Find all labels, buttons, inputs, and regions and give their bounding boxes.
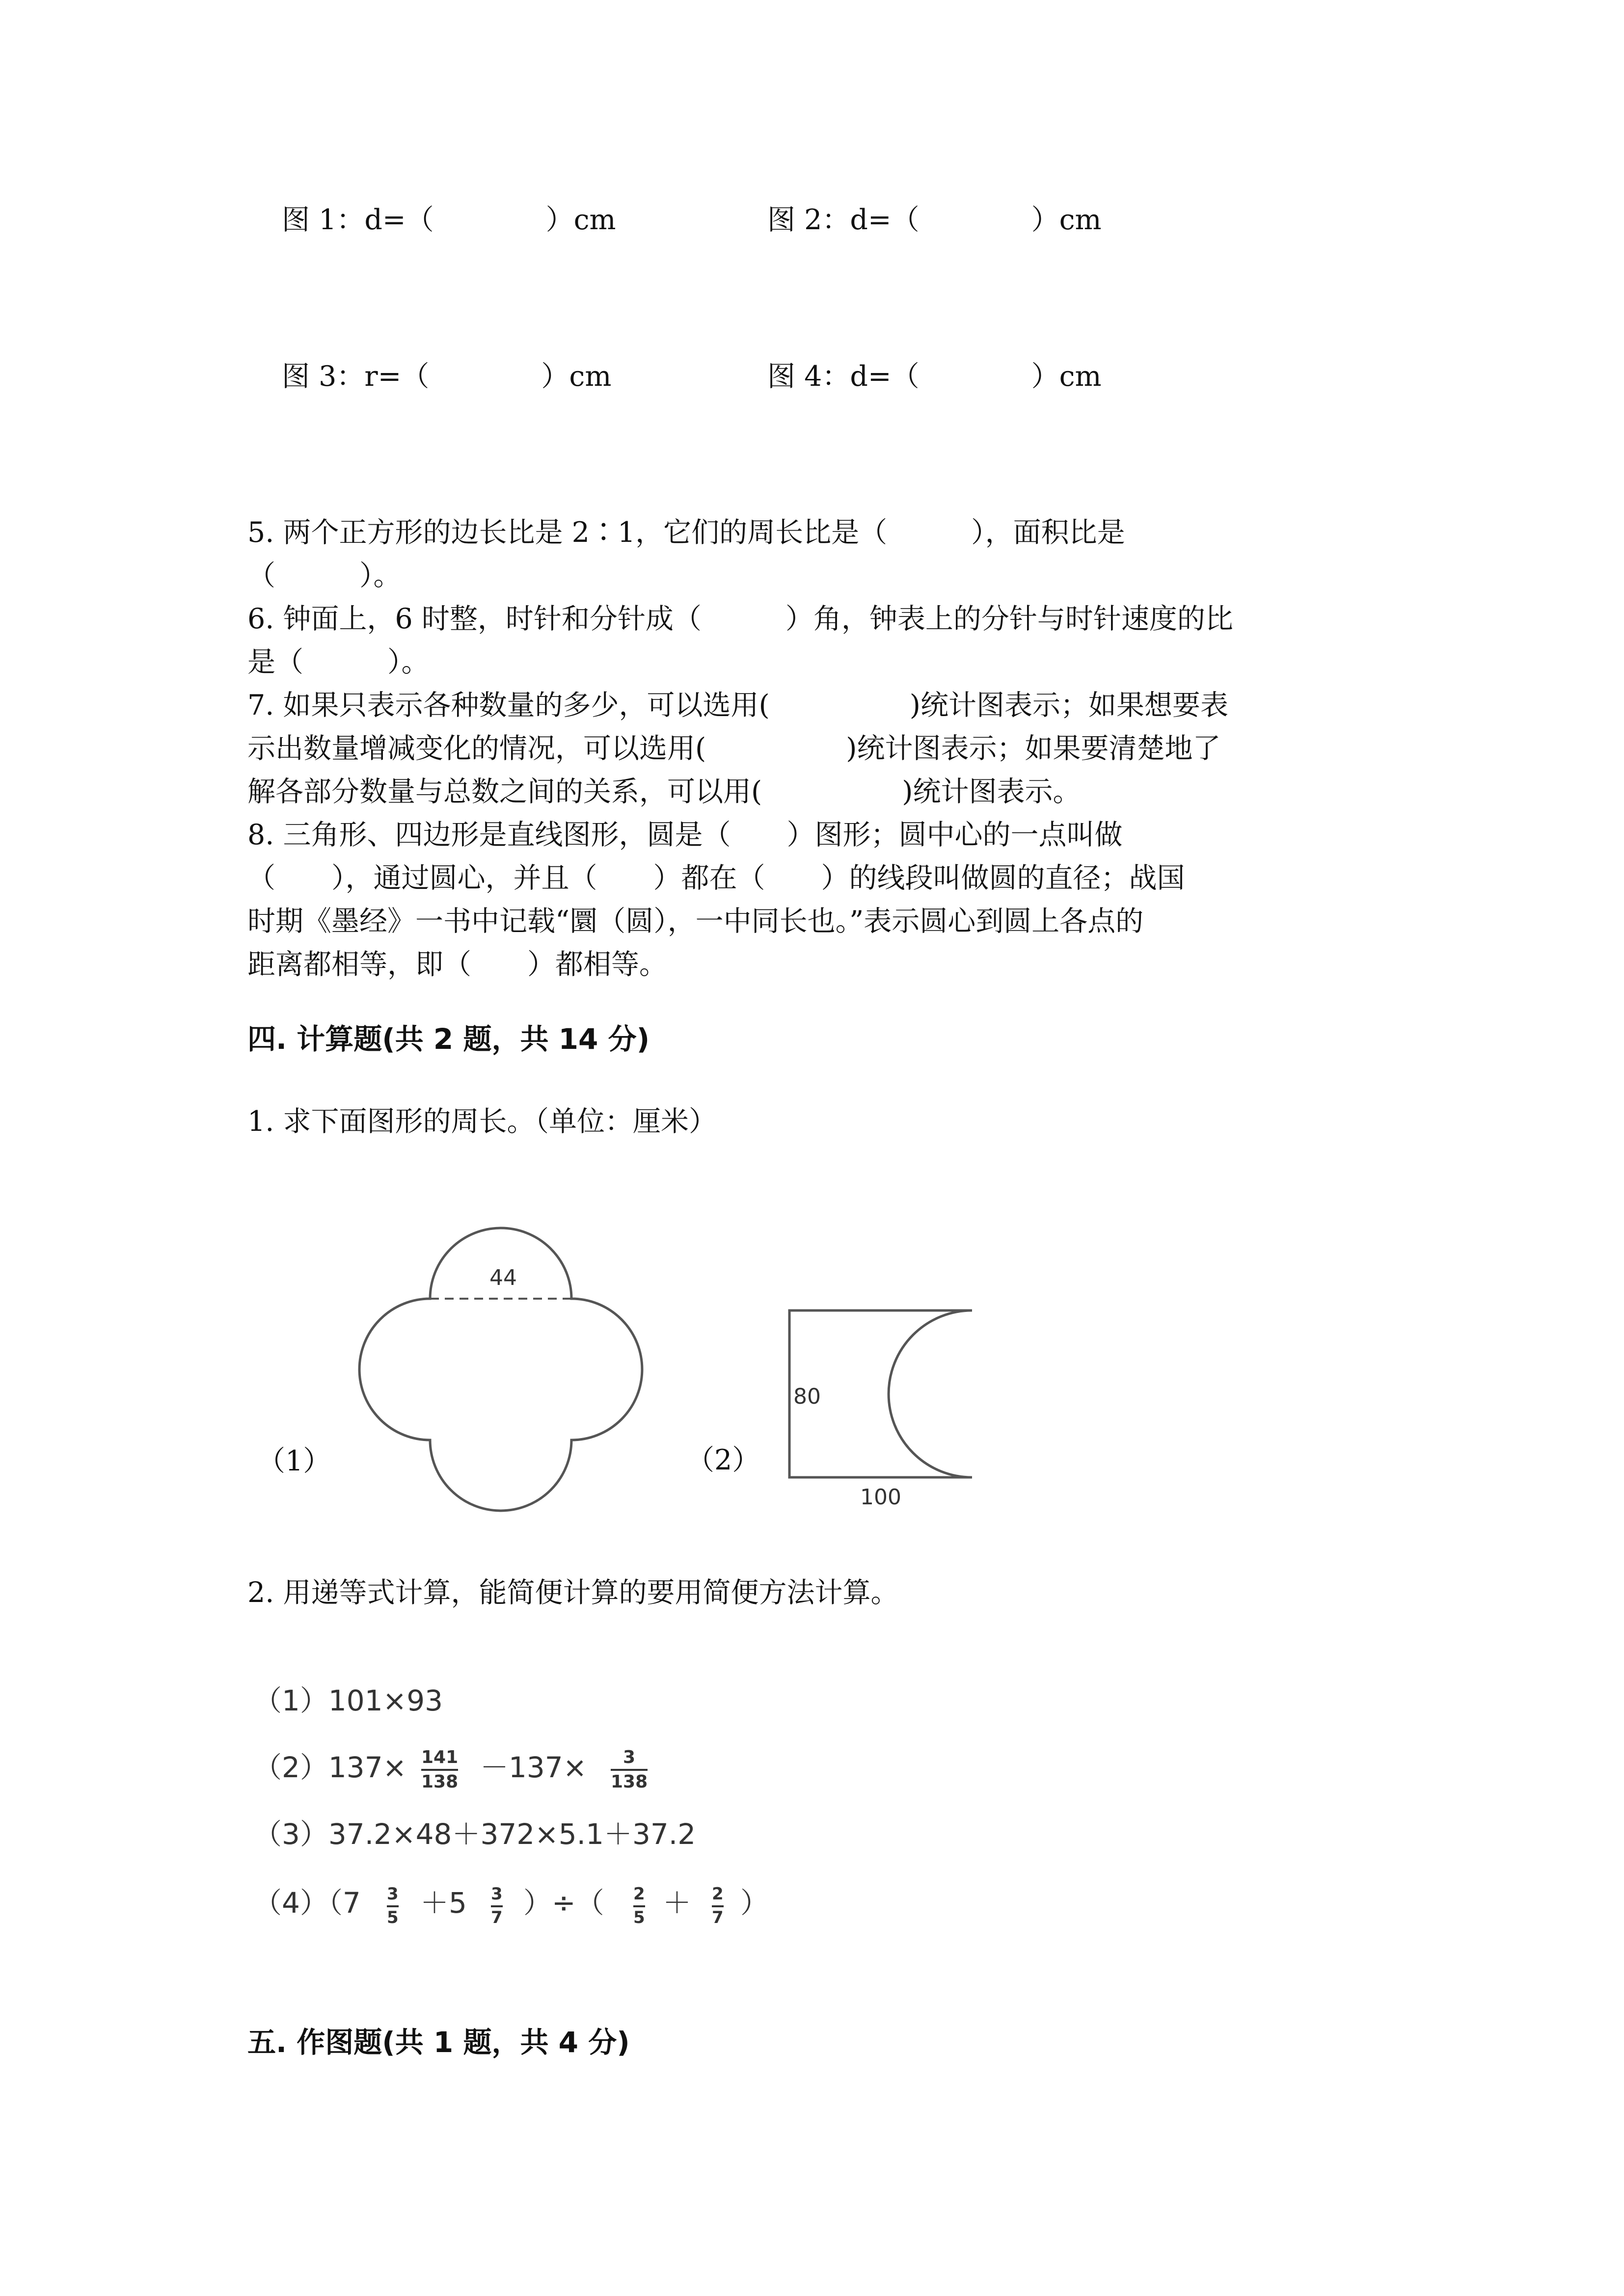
expression-4-fraction-2 [491,1886,503,1926]
expression-2-middle: －137× [480,1751,587,1784]
expression-4-plus: ＋ [663,1886,692,1920]
question-8-line-3: 时期《墨经》一书中记载“圜（圆），一中同长也。”表示圆心到圆上各点的 [247,905,1144,937]
question-8-line-2: （ ），通过圆心，并且（ ）都在（ ）的线段叫做圆的直径；战国 [247,862,1185,894]
expression-4-fraction-3 [633,1886,645,1926]
fraction-denominator: 5 [387,1907,399,1927]
question-6-line-1: 6. 钟面上，6 时整，时针和分针成（ ）角，钟表上的分针与时针速度的比 [247,603,1233,635]
fraction-bar [611,1769,648,1771]
fraction-bar [491,1905,503,1907]
fraction-numerator: 2 [712,1884,724,1904]
fraction-denominator: 7 [712,1907,724,1927]
fraction-bar [712,1905,724,1907]
expression-2-fraction-2 [611,1748,648,1791]
figure-2-width-label: 100 [860,1485,901,1510]
figure-1-four-semicircle-shape [353,1222,658,1522]
fraction-numerator: 2 [633,1884,645,1904]
expression-3: （3）37.2×48＋372×5.1＋37.2 [253,1817,696,1851]
expression-4-plus-5: ＋5 [420,1886,467,1920]
fraction-bar [633,1905,645,1907]
question-7-line-1: 7. 如果只表示各种数量的多少，可以选用( )统计图表示；如果想要表 [247,689,1228,721]
fraction-denominator: 138 [611,1771,648,1792]
fraction-numerator: 141 [421,1747,459,1767]
fraction-numerator: 3 [491,1884,503,1904]
figure-1-dimension-label: 44 [489,1265,517,1290]
figure-2-label: （2） [686,1444,760,1476]
fig4-answer-line: 图 4：d=（ ）cm [767,360,1102,393]
figure-1-label: （1） [257,1445,331,1477]
expression-4-prefix: （4）（7 [253,1886,361,1920]
fraction-denominator: 7 [491,1907,503,1927]
calc-problem-2-prompt: 2. 用递等式计算，能简便计算的要用简便方法计算。 [247,1576,899,1609]
expression-4-close: ） [740,1886,769,1920]
question-8-line-1: 8. 三角形、四边形是直线图形，圆是（ ）图形；圆中心的一点叫做 [247,819,1123,851]
question-7-line-2: 示出数量增减变化的情况，可以选用( )统计图表示；如果要清楚地了 [247,732,1221,765]
expression-2-fraction-1 [421,1748,458,1791]
figure-2-rectangle-with-semicircle-shape [776,1296,1006,1517]
calc-problem-1-prompt: 1. 求下面图形的周长。（单位：厘米） [247,1105,717,1138]
fraction-denominator: 138 [421,1771,459,1792]
question-5-line-2: （ ）。 [247,560,402,592]
expression-2-prefix: （2）137× [253,1751,407,1784]
fraction-denominator: 5 [633,1907,645,1927]
fraction-numerator: 3 [623,1747,636,1767]
question-8-line-4: 距离都相等，即（ ）都相等。 [247,948,667,981]
expression-4-fraction-1 [387,1886,399,1926]
fraction-bar [421,1769,458,1771]
question-5-line-1: 5. 两个正方形的边长比是 2∶1，它们的周长比是（ ），面积比是 [247,516,1125,549]
question-7-line-3: 解各部分数量与总数之间的关系，可以用( )统计图表示。 [247,775,1081,808]
fraction-bar [387,1905,399,1907]
fraction-numerator: 3 [387,1884,399,1904]
fig2-answer-line: 图 2：d=（ ）cm [767,204,1102,236]
question-6-line-2: 是（ ）。 [247,646,430,678]
expression-1: （1）101×93 [253,1684,443,1717]
fig1-answer-line: 图 1：d=（ ）cm [282,204,616,236]
fig3-answer-line: 图 3：r=（ ）cm [282,360,612,393]
expression-4-fraction-4 [712,1886,724,1926]
section-5-title: 五. 作图题(共 1 题，共 4 分) [247,2026,630,2059]
section-4-title: 四. 计算题(共 2 题，共 14 分) [247,1022,650,1056]
expression-4-divide: ）÷（ [523,1886,604,1920]
figure-2-height-label: 80 [793,1384,821,1409]
